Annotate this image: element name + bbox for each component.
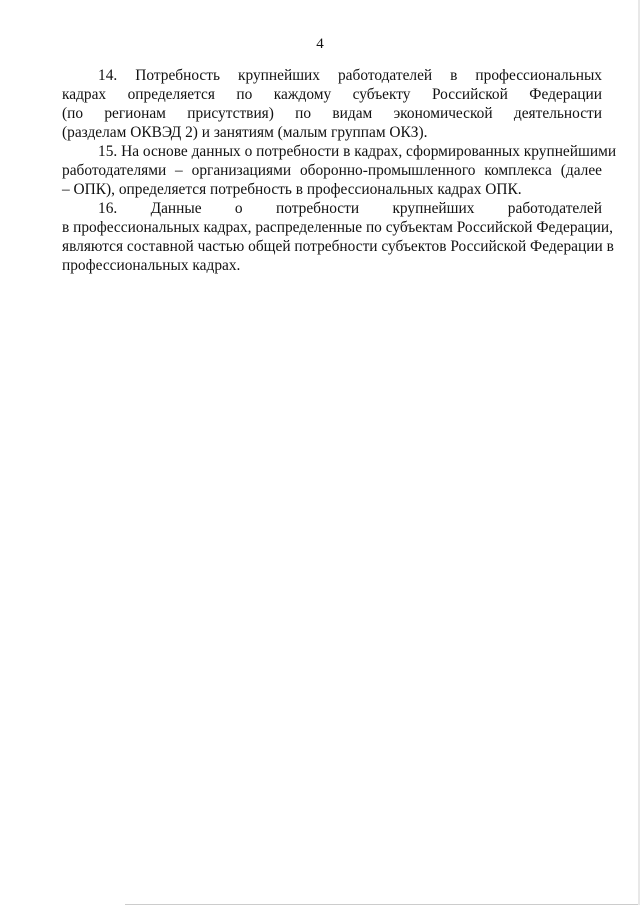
paragraph-line: – ОПК), определяется потребность в профессиональных кадрах ОПК. [62,181,522,198]
document-body [62,66,617,275]
paragraph-line: (по регионам присутствия) по видам экономической деятельности [62,105,602,122]
page-number: 4 [316,36,324,52]
paragraph-line: профессиональных кадрах. [62,257,241,274]
paragraph-15 [62,142,617,199]
paragraph-16 [62,199,614,275]
paragraph-line: (разделам ОКВЭД 2) и занятиям (малым группам ОКЗ). [62,124,428,141]
paragraph-line: 15. На основе данных о потребности в кадрах, сформированных крупнейшими [98,143,617,160]
paragraph-line: 16. Данные о потребности крупнейших работодателей [98,200,602,217]
paragraph-14 [62,66,602,142]
paragraph-line: кадрах определяется по каждому субъекту Российской Федерации [62,86,602,103]
paragraph-line: в профессиональных кадрах, распределенные по субъектам Российской Федерации, [62,219,613,236]
paragraph-line: являются составной частью общей потребности субъектов Российской Федерации в [62,238,614,255]
paragraph-line: 14. Потребность крупнейших работодателей в профессиональных [98,67,602,84]
paragraph-line: работодателями – организациями оборонно-промышленного комплекса (далее [62,162,602,179]
